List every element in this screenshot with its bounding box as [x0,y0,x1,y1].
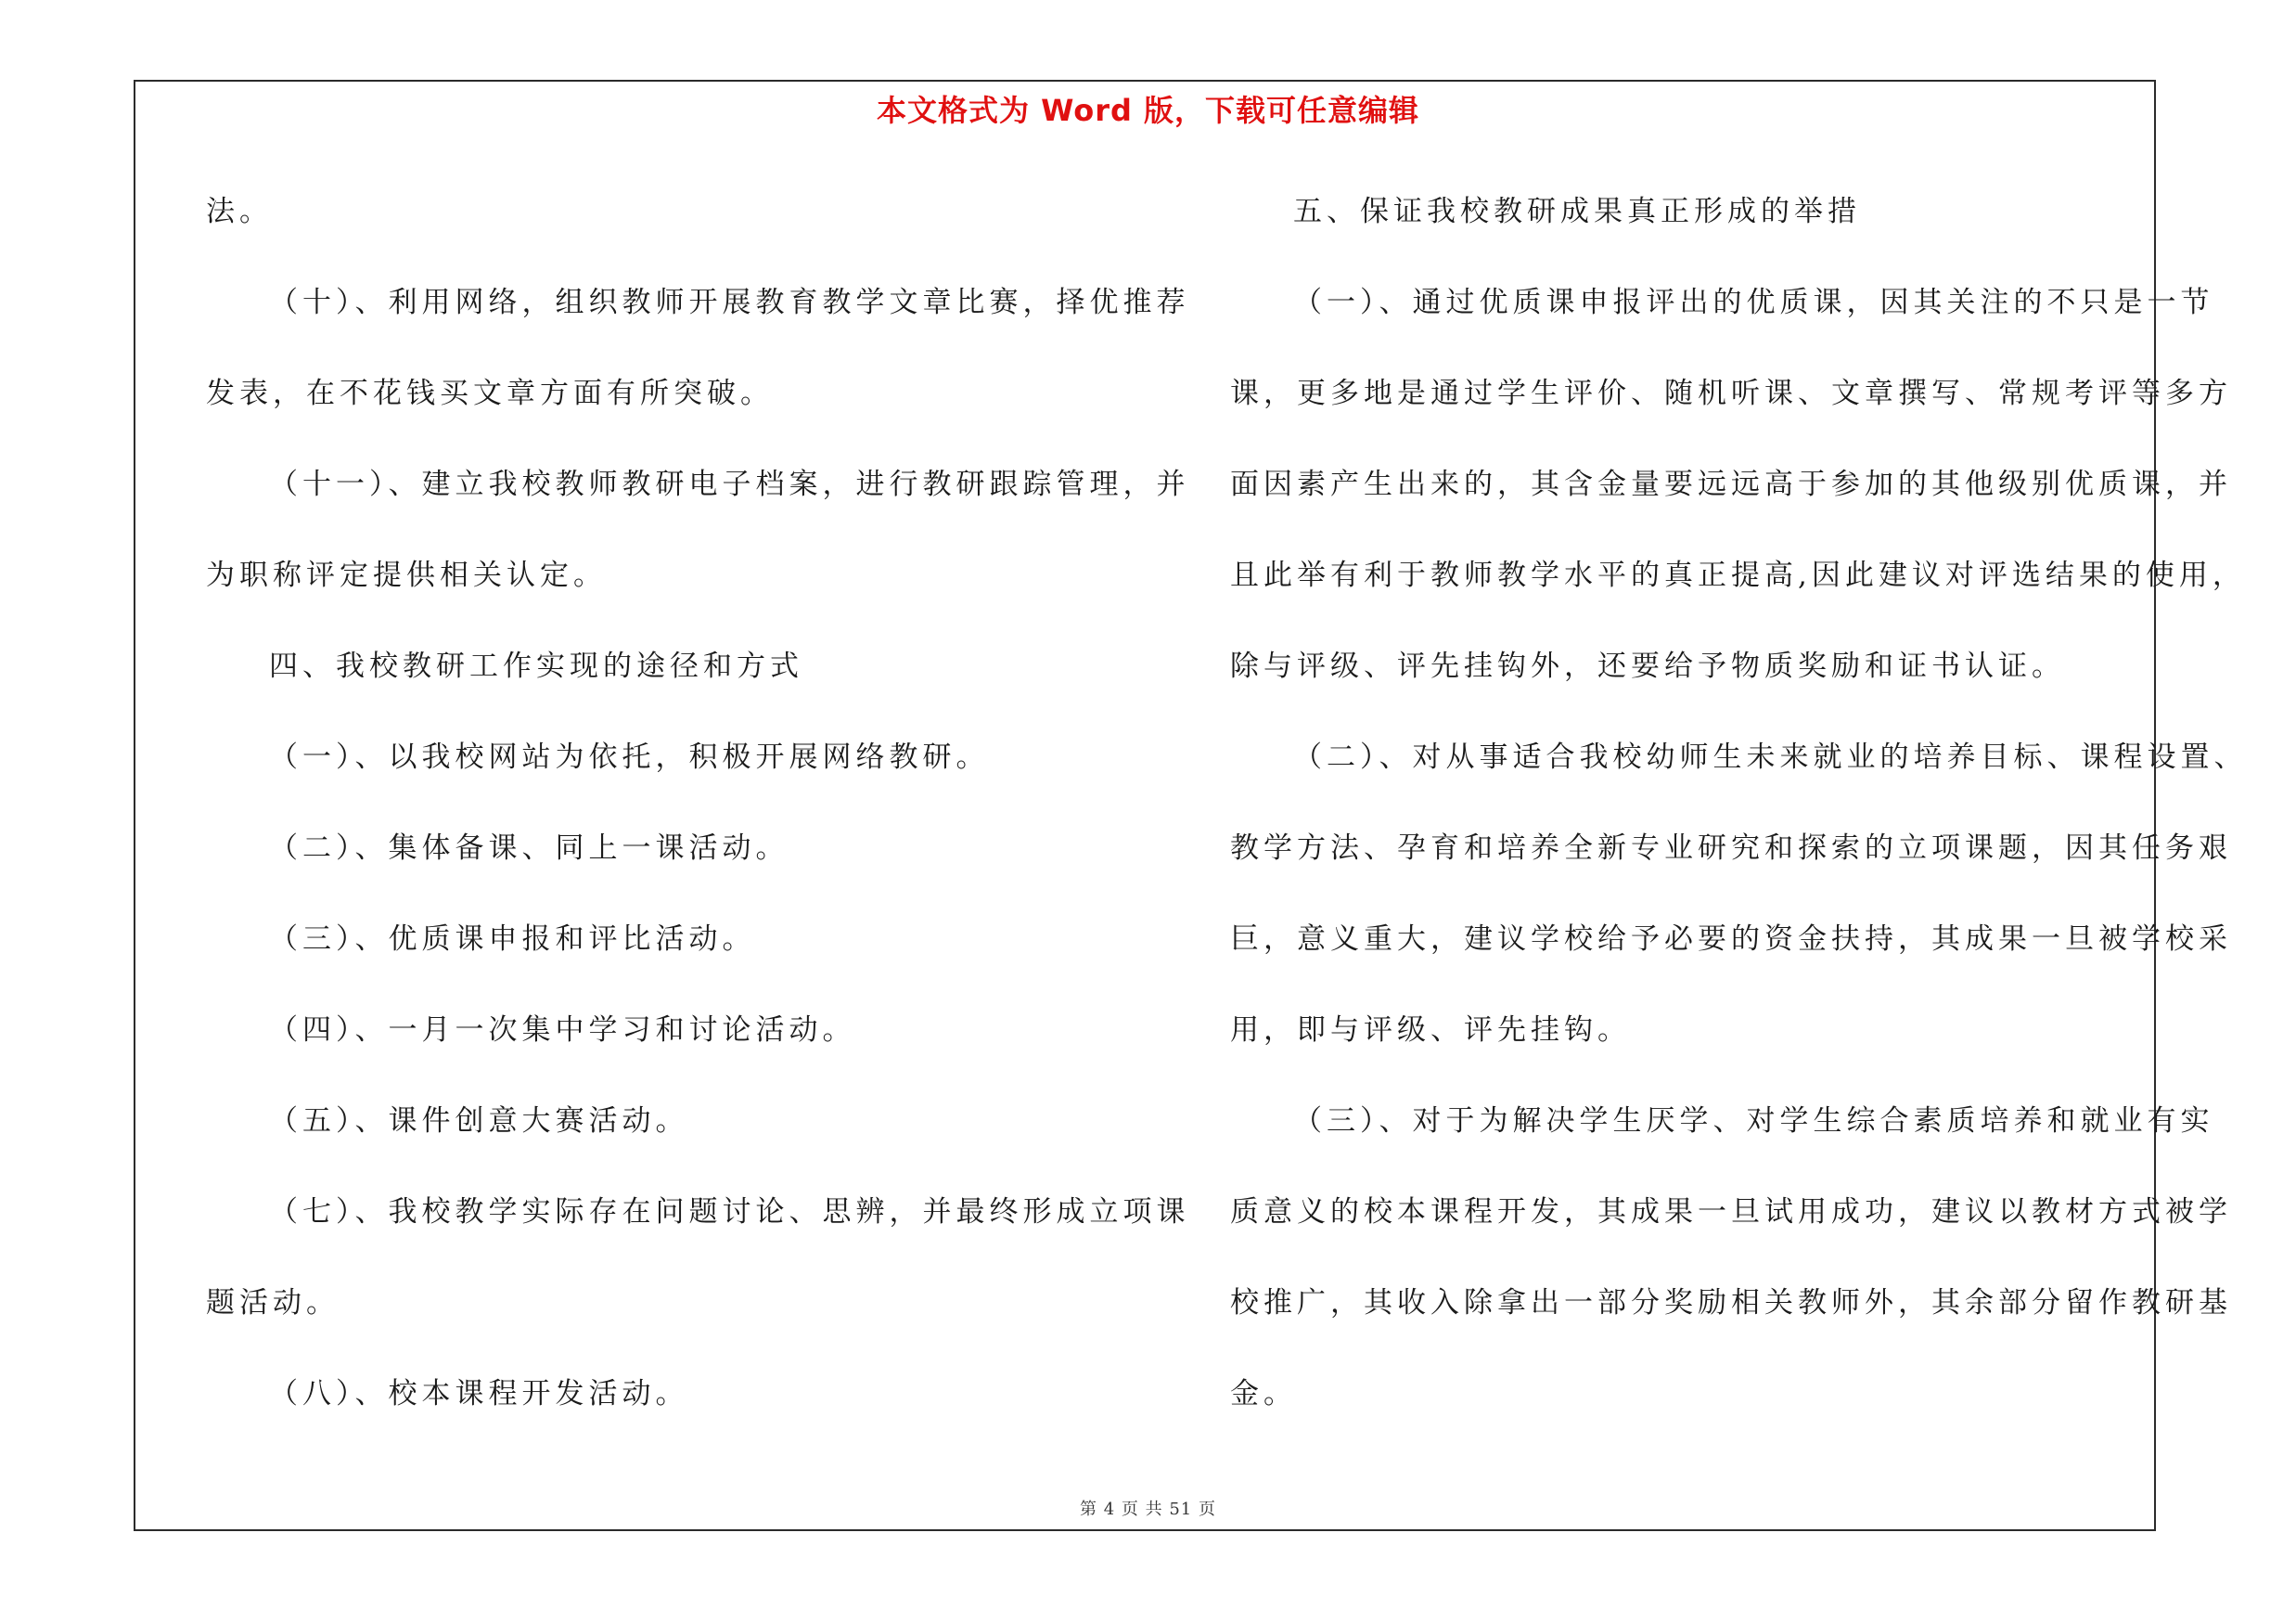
format-notice-banner: 本文格式为 Word 版，下载可任意编辑 [876,93,1420,128]
text-line: （二）、对从事适合我校幼师生未来就业的培养目标、课程设置、 [1293,741,2248,774]
text-line: 用，即与评级、评先挂钩。 [1230,1013,1631,1047]
text-line: 课，更多地是通过学生评价、随机听课、文章撰写、常规考评等多方 [1230,377,2232,410]
text-line: （十）、利用网络，组织教师开展教育教学文章比赛，择优推荐 [269,286,1190,319]
text-line: 校推广，其收入除拿出一部分奖励相关教师外，其余部分留作教研基 [1230,1286,2232,1320]
text-line: 教学方法、孕育和培养全新专业研究和探索的立项课题，因其任务艰 [1230,831,2232,865]
page-number-footer: 第 4 页 共 51 页 [1080,1500,1216,1519]
text-line: （五）、课件创意大赛活动。 [269,1104,689,1138]
text-line: （一）、以我校网站为依托，积极开展网络教研。 [269,741,990,774]
text-line: 题活动。 [206,1286,340,1320]
text-line: 质意义的校本课程开发，其成果一旦试用成功，建议以教材方式被学 [1230,1195,2232,1229]
text-line: 且此举有利于教师教学水平的真正提高,因此建议对评选结果的使用， [1230,559,2246,592]
text-line: （十一）、建立我校教师教研电子档案，进行教研跟踪管理，并 [269,468,1190,501]
text-line: （二）、集体备课、同上一课活动。 [269,831,789,865]
text-line: 法。 [206,195,273,228]
text-line: （八）、校本课程开发活动。 [269,1377,689,1410]
text-line: （三）、对于为解决学生厌学、对学生综合素质培养和就业有实 [1293,1104,2214,1138]
text-line: （三）、优质课申报和评比活动。 [269,922,756,956]
section-heading: 五、保证我校教研成果真正形成的举措 [1293,195,1861,228]
text-line: 巨，意义重大，建议学校给予必要的资金扶持，其成果一旦被学校采 [1230,922,2232,956]
text-line: （四）、一月一次集中学习和讨论活动。 [269,1013,856,1047]
section-heading: 四、我校教研工作实现的途径和方式 [269,650,803,683]
text-line: 金。 [1230,1377,1297,1410]
text-line: （七）、我校教学实际存在问题讨论、思辨，并最终形成立项课 [269,1195,1190,1229]
text-line: 面因素产生出来的，其含金量要远远高于参加的其他级别优质课，并 [1230,468,2232,501]
text-line: 发表，在不花钱买文章方面有所突破。 [206,377,774,410]
text-line: 为职称评定提供相关认定。 [206,559,607,592]
text-line: 除与评级、评先挂钩外，还要给予物质奖励和证书认证。 [1230,650,2065,683]
text-line: （一）、通过优质课申报评出的优质课，因其关注的不只是一节 [1293,286,2214,319]
